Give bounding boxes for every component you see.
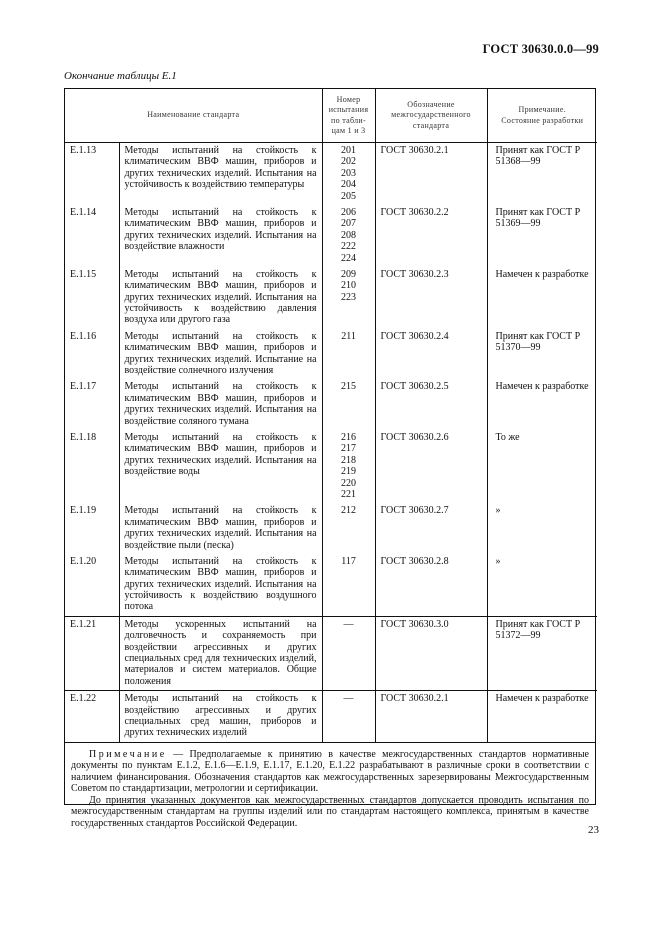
row-remark: » [487, 503, 597, 554]
page-number: 23 [588, 824, 599, 836]
row-designation: ГОСТ 30630.2.4 [375, 329, 487, 380]
row-designation: ГОСТ 30630.2.1 [375, 143, 487, 205]
row-test-numbers [322, 143, 375, 205]
row-standard-name: Методы испытаний на стойкость к воздействию агрессивных и других специальных сред машин, приборов и других технических изделий [119, 691, 322, 742]
row-standard-name: Методы ускоренных испытаний на долговечность и сохраняемость при воздействии агрессивных и других специальных сред для технических изделий, материалов и систем материалов. Общие положения [119, 616, 322, 690]
test-number: 216 [341, 431, 357, 443]
row-designation: ГОСТ 30630.2.8 [375, 554, 487, 616]
test-number: 221 [341, 488, 357, 500]
test-number: 211 [341, 330, 356, 342]
row-standard-name: Методы испытаний на стойкость к климатическим ВВФ машин, приборов и других технических изделий. Испытания на воздействие воды [119, 430, 322, 503]
row-designation: ГОСТ 30630.2.2 [375, 205, 487, 267]
row-code: Е.1.13 [70, 145, 97, 156]
row-designation: ГОСТ 30630.2.5 [375, 379, 487, 430]
test-number: 117 [341, 555, 356, 567]
header-remark [487, 89, 597, 143]
table-footnote [65, 742, 595, 830]
header-line: стандарта [412, 120, 450, 130]
row-designation: ГОСТ 30630.2.7 [375, 503, 487, 554]
row-remark: Намечен к разработке [487, 267, 597, 329]
row-designation: ГОСТ 30630.3.0 [375, 616, 487, 690]
header-test-number [322, 89, 375, 143]
test-number: 224 [341, 252, 357, 264]
row-designation: ГОСТ 30630.2.3 [375, 267, 487, 329]
table-row [65, 616, 597, 690]
row-remark: Принят как ГОСТ Р 51368—99 [487, 143, 597, 205]
test-number: 210 [341, 280, 357, 292]
standards-table [65, 89, 597, 742]
document-code: ГОСТ 30630.0.0—99 [482, 42, 599, 56]
row-test-numbers [322, 691, 375, 742]
row-remark: То же [487, 430, 597, 503]
test-number: — [343, 618, 354, 630]
standards-table-frame [64, 88, 596, 829]
test-number: 215 [341, 381, 357, 393]
header-designation [375, 89, 487, 143]
test-number: 217 [341, 443, 357, 455]
row-standard-name: Методы испытаний на стойкость к климатическим ВВФ машин, приборов и других технических изделий. Испытания на воздействие влажности [119, 205, 322, 267]
row-standard-name: Методы испытаний на стойкость к климатическим ВВФ машин, приборов и других технических изделий. Испытания на воздействие соляного тумана [119, 379, 322, 430]
row-code: Е.1.19 [70, 505, 97, 517]
row-code: Е.1.20 [70, 555, 97, 567]
header-standard-name: Наименование стандарта [65, 89, 322, 143]
header-line: Состояние разработки [501, 115, 584, 125]
row-test-numbers [322, 379, 375, 430]
table-caption: Окончание таблицы Е.1 [64, 70, 177, 82]
row-designation: ГОСТ 30630.2.1 [375, 691, 487, 742]
header-line: цам 1 и 3 [331, 125, 366, 135]
test-number: 205 [341, 190, 357, 202]
table-body [65, 143, 597, 742]
table-row [65, 143, 597, 205]
row-remark: Принят как ГОСТ Р 51370—99 [487, 329, 597, 380]
table-row [65, 329, 597, 380]
test-number: 208 [341, 229, 357, 241]
header-line: Примечание. [518, 105, 566, 115]
test-number: 212 [341, 505, 357, 517]
test-number: 202 [341, 156, 357, 168]
header-line: испытания [328, 105, 369, 115]
test-number: 220 [341, 477, 357, 489]
footnote-paragraph-2: До принятия указанных документов как межгосударственных стандартов допускается проводить испытания по межгосударственным стандартам на группы изделий или по стандартам настоящего комплекса, принятым в качестве государственных стандартов Российской Федерации. [71, 794, 589, 829]
row-test-numbers [322, 430, 375, 503]
row-designation: ГОСТ 30630.2.6 [375, 430, 487, 503]
row-code: Е.1.21 [65, 616, 119, 690]
row-test-numbers [322, 267, 375, 329]
footnote-paragraph-1 [71, 749, 589, 795]
test-number: 209 [341, 268, 357, 280]
table-header-row [65, 89, 597, 143]
test-number: 222 [341, 241, 357, 253]
row-remark: Намечен к разработке [487, 691, 597, 742]
test-number: 223 [341, 291, 357, 303]
footnote-text-1: — Предполагаемые к принятию в качестве межгосударственных стандартов нормативные документы по пунктам Е.1.2, Е.1.6—Е.1.9, Е.1.17, Е.1.20, Е.1.22 разрабатывают в различные сроки в соответствии с наличием финансирования. Обозначения стандартов как межгосударственных зарезервированы Межгосударственным Советом по стандартизации, метрологии и сертификации. [71, 748, 589, 795]
row-remark: Намечен к разработке [487, 379, 597, 430]
test-number: 204 [341, 179, 357, 191]
test-number: — [343, 693, 354, 705]
row-standard-name: Методы испытаний на стойкость к климатическим ВВФ машин, приборов и других технических изделий. Испытания на воздействие пыли (песка) [119, 503, 322, 554]
row-code: Е.1.14 [70, 206, 97, 218]
row-remark: » [487, 554, 597, 616]
row-standard-name: Методы испытаний на стойкость к климатическим ВВФ машин, приборов и других технических изделий. Испытание на воздействие солнечного излучения [119, 329, 322, 380]
row-test-numbers [322, 205, 375, 267]
row-test-numbers [322, 329, 375, 380]
row-standard-name: Методы испытаний на стойкость к климатическим ВВФ машин, приборов и других технических изделий. Испытания на устойчивость к воздействию воздушного потока [119, 554, 322, 616]
table-row [65, 379, 597, 430]
row-remark: Принят как ГОСТ Р 51369—99 [487, 205, 597, 267]
row-code: Е.1.22 [65, 691, 119, 742]
header-line: Обозначение [407, 99, 455, 109]
row-code: Е.1.16 [70, 330, 97, 342]
row-standard-name: Методы испытаний на стойкость к климатическим ВВФ машин, приборов и других технических изделий. Испытания на устойчивость к воздействию давления воздуха или другого газа [119, 267, 322, 329]
table-row [65, 691, 597, 742]
row-standard-name: Методы испытаний на стойкость к климатическим ВВФ машин, приборов и других технических изделий. Испытания на устойчивость к воздействию температуры [119, 143, 322, 205]
header-line: Номер [336, 94, 361, 104]
row-test-numbers [322, 503, 375, 554]
test-number: 219 [341, 466, 357, 478]
test-number: 201 [341, 145, 357, 156]
row-code: Е.1.17 [70, 381, 97, 393]
table-row [65, 554, 597, 616]
row-remark: Принят как ГОСТ Р 51372—99 [487, 616, 597, 690]
table-row [65, 503, 597, 554]
test-number: 207 [341, 218, 357, 230]
table-row [65, 267, 597, 329]
footnote-label: Примечание [89, 748, 167, 760]
row-test-numbers [322, 554, 375, 616]
row-code: Е.1.18 [70, 431, 97, 443]
test-number: 203 [341, 167, 357, 179]
header-line: межгосударственного [391, 110, 471, 120]
table-row [65, 205, 597, 267]
test-number: 218 [341, 454, 357, 466]
row-code: Е.1.15 [70, 268, 97, 280]
row-test-numbers [322, 616, 375, 690]
test-number: 206 [341, 206, 357, 218]
table-row [65, 430, 597, 503]
header-line: по табли- [331, 115, 366, 125]
